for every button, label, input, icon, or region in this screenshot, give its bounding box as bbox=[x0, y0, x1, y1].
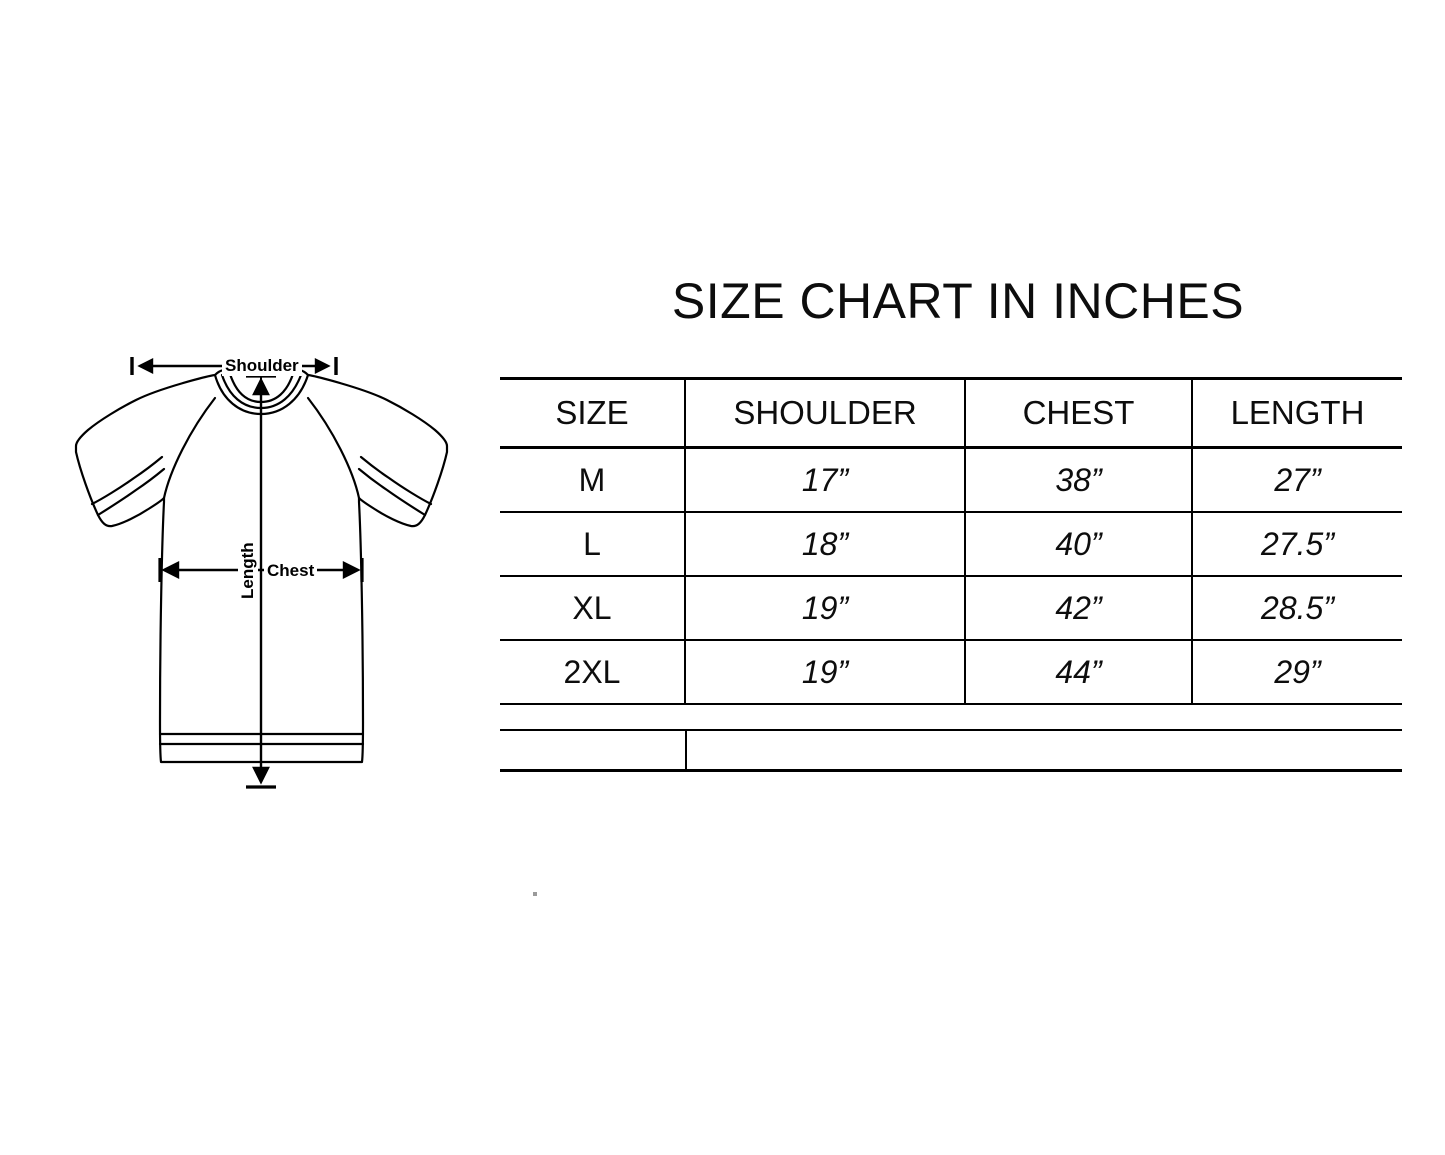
table-bottom-rule-upper bbox=[500, 729, 1402, 731]
column-header-size: SIZE bbox=[500, 379, 685, 448]
table-row bbox=[500, 640, 1402, 704]
table-row bbox=[500, 512, 1402, 576]
table-bottom-divider-tick bbox=[685, 729, 687, 769]
cell-chest: 40” bbox=[965, 512, 1192, 576]
cell-length: 28.5” bbox=[1192, 576, 1402, 640]
cell-shoulder: 17” bbox=[685, 448, 965, 513]
column-header-shoulder: SHOULDER bbox=[685, 379, 965, 448]
cell-length: 29” bbox=[1192, 640, 1402, 704]
cell-size: M bbox=[500, 448, 685, 513]
cell-shoulder: 19” bbox=[685, 640, 965, 704]
cell-chest: 44” bbox=[965, 640, 1192, 704]
cell-length: 27” bbox=[1192, 448, 1402, 513]
cell-shoulder: 18” bbox=[685, 512, 965, 576]
cell-shoulder: 19” bbox=[685, 576, 965, 640]
cell-size: XL bbox=[500, 576, 685, 640]
tshirt-diagram bbox=[40, 330, 480, 830]
cell-size: L bbox=[500, 512, 685, 576]
cell-chest: 38” bbox=[965, 448, 1192, 513]
size-chart bbox=[500, 272, 1410, 792]
tshirt-illustration bbox=[40, 330, 480, 830]
table-row bbox=[500, 448, 1402, 513]
cell-length: 27.5” bbox=[1192, 512, 1402, 576]
table-bottom-rule-lower bbox=[500, 769, 1402, 772]
table-header-row bbox=[500, 379, 1402, 448]
shoulder-dimension-label: Shoulder bbox=[222, 356, 302, 376]
size-chart-table bbox=[500, 377, 1402, 705]
column-header-chest: CHEST bbox=[965, 379, 1192, 448]
chart-title: SIZE CHART IN INCHES bbox=[671, 273, 1245, 329]
cell-chest: 42” bbox=[965, 576, 1192, 640]
cell-size: 2XL bbox=[500, 640, 685, 704]
image-speck bbox=[533, 892, 537, 896]
length-dimension-label: Length bbox=[238, 539, 258, 602]
chest-dimension-label: Chest bbox=[264, 561, 317, 581]
column-header-length: LENGTH bbox=[1192, 379, 1402, 448]
table-row bbox=[500, 576, 1402, 640]
